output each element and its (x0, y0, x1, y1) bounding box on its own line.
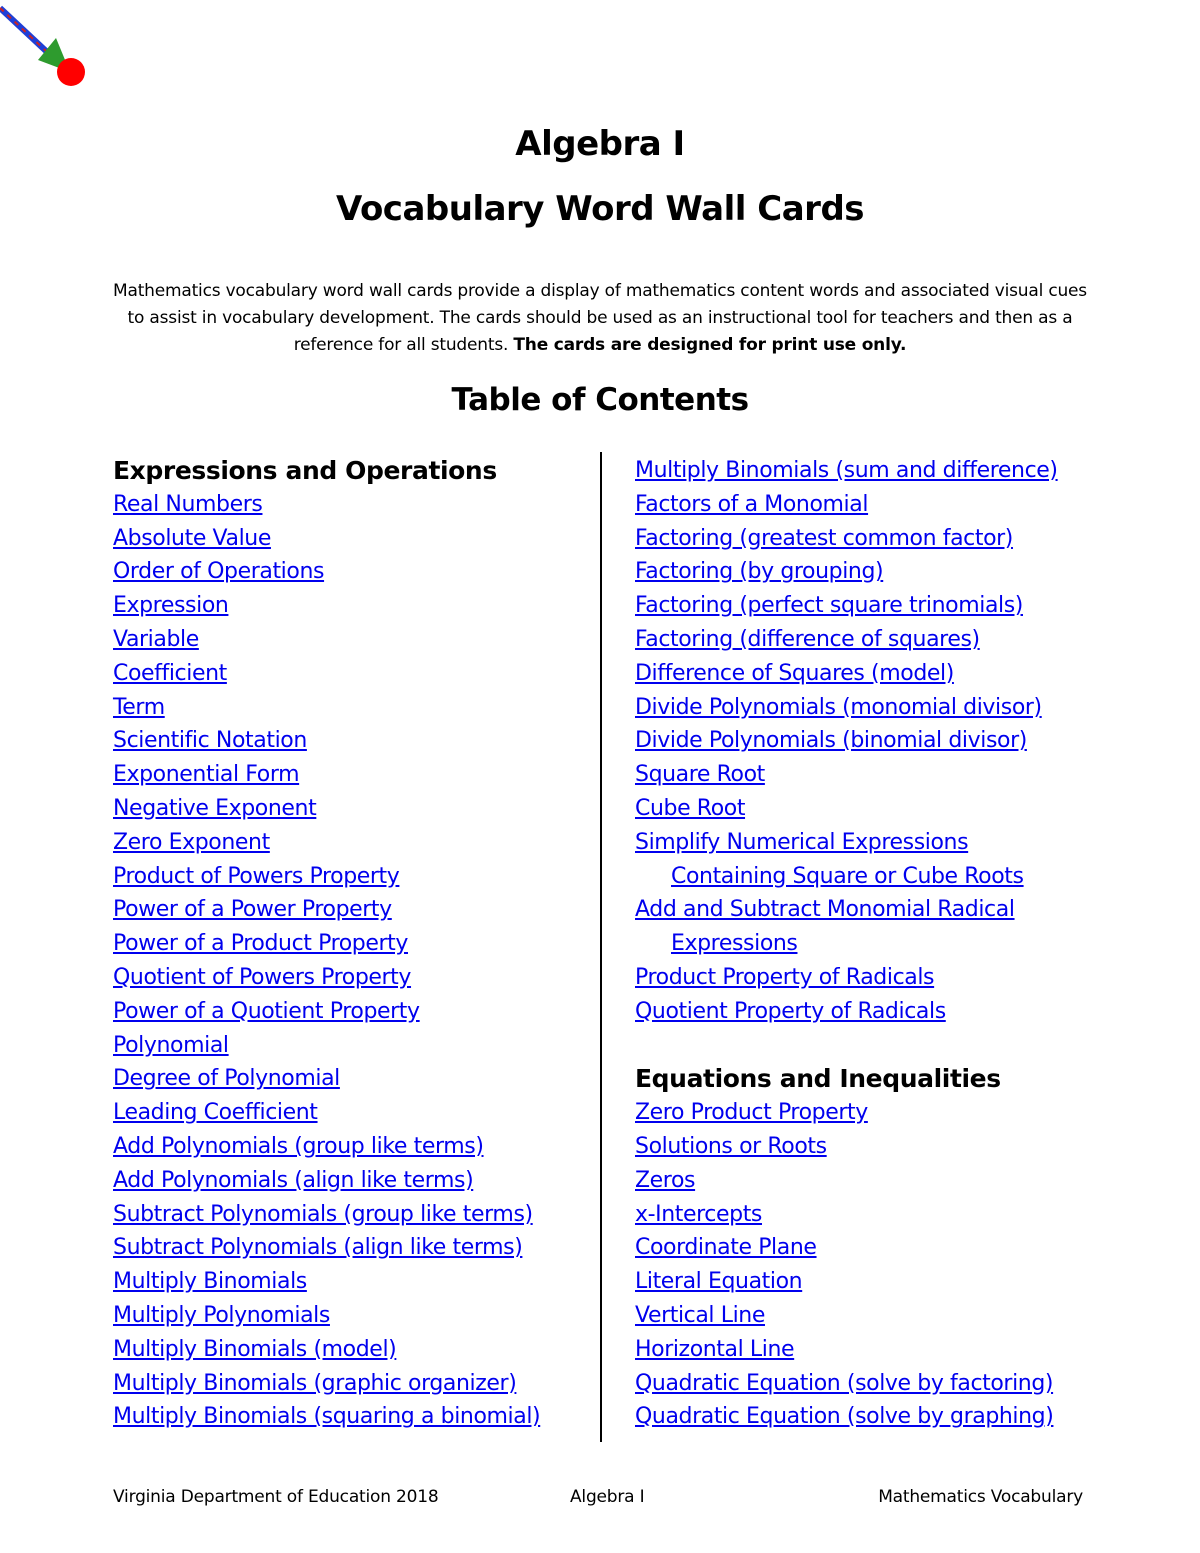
toc-link-polynomial[interactable]: Polynomial (113, 1032, 229, 1058)
toc-link-x-intercepts[interactable]: x-Intercepts (635, 1201, 762, 1227)
toc-entry (635, 1267, 1058, 1301)
toc-link-term[interactable]: Term (113, 694, 165, 720)
toc-link-coordinate-plane[interactable]: Coordinate Plane (635, 1235, 817, 1261)
toc-entry (635, 1335, 1058, 1369)
toc-entry (113, 659, 540, 693)
toc-entry (113, 693, 540, 727)
toc-link-coefficient[interactable]: Coefficient (113, 660, 227, 686)
toc-entry (635, 997, 1058, 1031)
toc-link-quotient-property-of-radicals[interactable]: Quotient Property of Radicals (635, 998, 946, 1024)
toc-link-add-and-subtract-monomial-radical[interactable]: Add and Subtract Monomial Radical (635, 897, 1015, 923)
toc-entry (113, 862, 540, 896)
toc-link-factoring-difference-of-squares[interactable]: Factoring (difference of squares) (635, 626, 980, 652)
intro-paragraph (110, 278, 1090, 359)
toc-link-power-of-a-power-property[interactable]: Power of a Power Property (113, 897, 392, 923)
toc-entry (113, 828, 540, 862)
toc-entry (113, 557, 540, 591)
toc-link-divide-polynomials-binomial-divisor[interactable]: Divide Polynomials (binomial divisor) (635, 728, 1027, 754)
toc-link-vertical-line[interactable]: Vertical Line (635, 1302, 765, 1328)
toc-link-square-root[interactable]: Square Root (635, 762, 765, 788)
toc-link-leading-coefficient[interactable]: Leading Coefficient (113, 1100, 318, 1126)
toc-link-power-of-a-product-property[interactable]: Power of a Product Property (113, 931, 408, 957)
toc-link-multiply-binomials-sum-and-difference[interactable]: Multiply Binomials (sum and difference) (635, 458, 1058, 483)
toc-link-cube-root[interactable]: Cube Root (635, 795, 746, 821)
toc-link-zero-exponent[interactable]: Zero Exponent (113, 829, 270, 855)
toc-entry (113, 929, 540, 963)
toc-entry (635, 591, 1058, 625)
footer-publisher: Virginia Department of Education 2018 (113, 1487, 439, 1507)
toc-entry (113, 895, 540, 929)
toc-right-column (635, 456, 1058, 1436)
toc-entry (113, 726, 540, 760)
intro-text: Mathematics vocabulary word wall cards provide a display of mathematics content words and associated visual cues to assist in vocabulary development. The cards should be used as an instructional tool for teachers and then as a reference for all students. (113, 281, 1087, 355)
toc-link-simplify-numerical-expressions[interactable]: Simplify Numerical Expressions (635, 829, 969, 855)
toc-entry (113, 1166, 540, 1200)
toc-entry (113, 1335, 540, 1369)
toc-link-expressions[interactable]: Expressions (671, 931, 798, 957)
toc-link-subtract-polynomials-group-like-terms[interactable]: Subtract Polynomials (group like terms) (113, 1201, 533, 1227)
toc-link-real-numbers[interactable]: Real Numbers (113, 491, 263, 517)
toc-entry (635, 895, 1058, 929)
toc-link-divide-polynomials-monomial-divisor[interactable]: Divide Polynomials (monomial divisor) (635, 694, 1042, 720)
footer-course: Algebra I (570, 1487, 645, 1507)
toc-entry (635, 1233, 1058, 1267)
toc-link-multiply-binomials-model[interactable]: Multiply Binomials (model) (113, 1336, 397, 1362)
toc-title: Table of Contents (451, 382, 749, 418)
toc-link-power-of-a-quotient-property[interactable]: Power of a Quotient Property (113, 998, 420, 1024)
mouse-pointer-arrow-icon (0, 0, 95, 95)
toc-entry (635, 1369, 1058, 1403)
toc-link-multiply-binomials[interactable]: Multiply Binomials (113, 1269, 307, 1295)
toc-entry (113, 1064, 540, 1098)
toc-entry (635, 659, 1058, 693)
column-divider (600, 452, 602, 1442)
toc-entry (635, 490, 1058, 524)
toc-link-add-polynomials-group-like-terms[interactable]: Add Polynomials (group like terms) (113, 1133, 484, 1159)
toc-entry (635, 794, 1058, 828)
toc-link-factoring-by-grouping[interactable]: Factoring (by grouping) (635, 559, 884, 585)
page-subtitle: Vocabulary Word Wall Cards (335, 189, 865, 229)
toc-link-difference-of-squares-model[interactable]: Difference of Squares (model) (635, 660, 954, 686)
toc-entry (113, 1031, 540, 1065)
toc-link-degree-of-polynomial[interactable]: Degree of Polynomial (113, 1066, 340, 1092)
toc-link-variable[interactable]: Variable (113, 626, 199, 652)
toc-entry (635, 1098, 1058, 1132)
toc-entry (635, 693, 1058, 727)
toc-link-multiply-binomials-graphic-organizer[interactable]: Multiply Binomials (graphic organizer) (113, 1370, 517, 1396)
toc-entry (635, 1402, 1058, 1436)
toc-entry (635, 625, 1058, 659)
toc-link-exponential-form[interactable]: Exponential Form (113, 762, 300, 788)
toc-link-scientific-notation[interactable]: Scientific Notation (113, 728, 307, 754)
toc-entry (113, 760, 540, 794)
toc-link-multiply-binomials-squaring-a-binomial[interactable]: Multiply Binomials (squaring a binomial) (113, 1404, 541, 1430)
toc-link-quotient-of-powers-property[interactable]: Quotient of Powers Property (113, 964, 412, 990)
toc-link-quadratic-equation-solve-by-graphing[interactable]: Quadratic Equation (solve by graphing) (635, 1404, 1054, 1430)
toc-link-zeros[interactable]: Zeros (635, 1167, 696, 1193)
toc-entry (635, 1301, 1058, 1335)
toc-entry (113, 591, 540, 625)
toc-entry (635, 862, 1058, 896)
toc-entry (113, 1402, 540, 1436)
toc-entry (113, 1132, 540, 1166)
toc-link-factoring-perfect-square-trinomials[interactable]: Factoring (perfect square trinomials) (635, 593, 1023, 619)
toc-link-literal-equation[interactable]: Literal Equation (635, 1269, 803, 1295)
toc-link-containing-square-or-cube-roots[interactable]: Containing Square or Cube Roots (671, 863, 1024, 889)
toc-entry (635, 828, 1058, 862)
toc-entry (635, 456, 1058, 490)
toc-entry (113, 794, 540, 828)
toc-link-negative-exponent[interactable]: Negative Exponent (113, 795, 317, 821)
toc-entry (113, 997, 540, 1031)
toc-link-product-of-powers-property[interactable]: Product of Powers Property (113, 863, 400, 889)
toc-entry (113, 1233, 540, 1267)
toc-entry (635, 1132, 1058, 1166)
toc-link-multiply-polynomials[interactable]: Multiply Polynomials (113, 1302, 330, 1328)
toc-entry (113, 1200, 540, 1234)
toc-link-expression[interactable]: Expression (113, 593, 229, 619)
toc-link-absolute-value[interactable]: Absolute Value (113, 525, 271, 551)
toc-entry (113, 1301, 540, 1335)
toc-link-zero-product-property[interactable]: Zero Product Property (635, 1100, 868, 1126)
toc-link-quadratic-equation-solve-by-factoring[interactable]: Quadratic Equation (solve by factoring) (635, 1370, 1054, 1396)
section-heading-equations: Equations and Inequalities (635, 1064, 1001, 1094)
toc-entry (113, 625, 540, 659)
toc-entry (635, 1166, 1058, 1200)
toc-link-product-property-of-radicals[interactable]: Product Property of Radicals (635, 964, 935, 990)
section-heading-expressions: Expressions and Operations (113, 456, 497, 485)
toc-entry (635, 929, 1058, 963)
toc-entry (113, 1369, 540, 1403)
toc-entry (635, 726, 1058, 760)
toc-entry (113, 1098, 540, 1132)
toc-link-order-of-operations[interactable]: Order of Operations (113, 559, 325, 585)
toc-link-add-polynomials-align-like-terms[interactable]: Add Polynomials (align like terms) (113, 1167, 474, 1193)
intro-bold-note: The cards are designed for print use only. (513, 335, 907, 355)
toc-entry (635, 963, 1058, 997)
toc-entry (113, 1267, 540, 1301)
toc-left-column (113, 456, 540, 1436)
toc-entry (635, 1200, 1058, 1234)
toc-link-subtract-polynomials-align-like-terms[interactable]: Subtract Polynomials (align like terms) (113, 1235, 523, 1261)
toc-entry (635, 524, 1058, 558)
toc-entry (113, 524, 540, 558)
footer-subject: Mathematics Vocabulary (878, 1487, 1083, 1507)
page-title: Algebra I (515, 124, 685, 164)
toc-entry (635, 557, 1058, 591)
toc-entry (113, 490, 540, 524)
toc-link-factors-of-a-monomial[interactable]: Factors of a Monomial (635, 491, 869, 517)
toc-entry (113, 963, 540, 997)
toc-link-factoring-greatest-common-factor[interactable]: Factoring (greatest common factor) (635, 525, 1013, 551)
toc-entry (635, 760, 1058, 794)
toc-link-horizontal-line[interactable]: Horizontal Line (635, 1336, 795, 1362)
toc-link-solutions-or-roots[interactable]: Solutions or Roots (635, 1133, 827, 1159)
